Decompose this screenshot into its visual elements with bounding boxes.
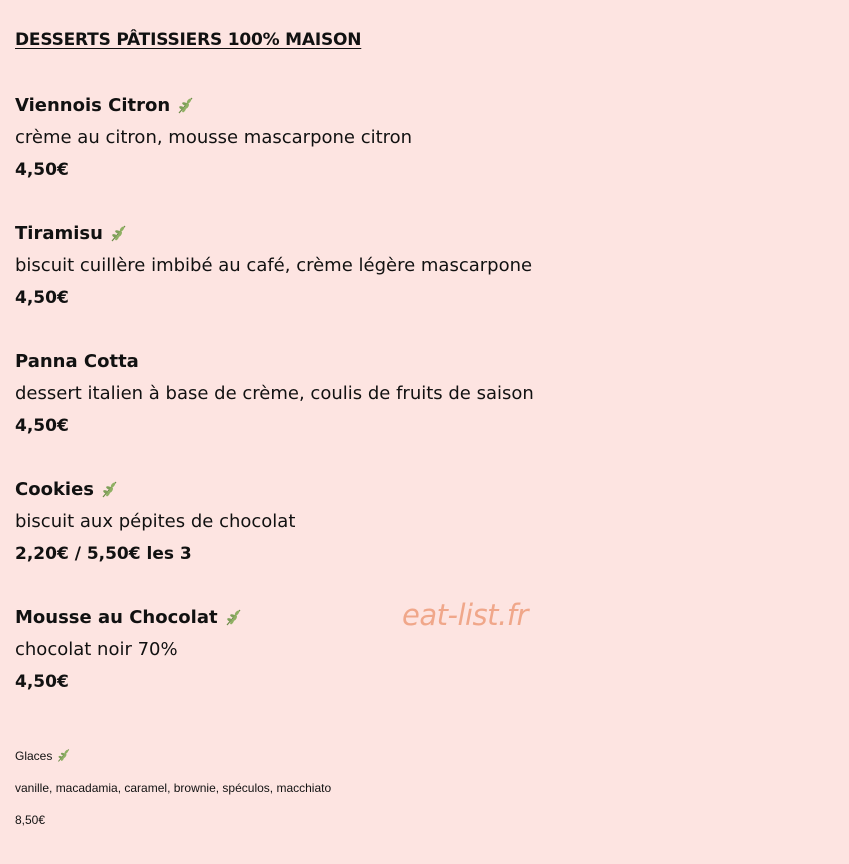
item-price: 4,50€ xyxy=(15,160,69,180)
menu-item xyxy=(15,218,835,346)
item-price: 2,20€ / 5,50€ les 3 xyxy=(15,544,192,564)
leaf-icon xyxy=(224,607,244,627)
item-price: 4,50€ xyxy=(15,416,69,436)
dessert-menu xyxy=(15,26,835,836)
leaf-icon xyxy=(176,95,196,115)
item-description: biscuit aux pépites de chocolat xyxy=(15,511,296,532)
glaces-item xyxy=(15,740,835,836)
leaf-icon xyxy=(100,479,120,499)
leaf-icon xyxy=(56,747,72,763)
leaf-icon xyxy=(109,223,129,243)
watermark: eat-list.fr xyxy=(402,598,528,632)
item-price: 4,50€ xyxy=(15,288,69,308)
glaces-price: 8,50€ xyxy=(15,813,46,827)
item-name: Mousse au Chocolat xyxy=(15,607,218,628)
menu-item xyxy=(15,90,835,218)
item-price: 4,50€ xyxy=(15,672,69,692)
glaces-description: vanille, macadamia, caramel, brownie, spéculos, macchiato xyxy=(15,781,332,795)
item-name: Panna Cotta xyxy=(15,351,139,372)
item-description: biscuit cuillère imbibé au café, crème légère mascarpone xyxy=(15,255,533,276)
menu-heading: DESSERTS PÂTISSIERS 100% MAISON xyxy=(15,30,362,50)
item-description: crème au citron, mousse mascarpone citron xyxy=(15,127,413,148)
glaces-name: Glaces xyxy=(15,749,53,763)
item-name: Tiramisu xyxy=(15,223,103,244)
menu-item xyxy=(15,346,835,474)
item-description: dessert italien à base de crème, coulis de fruits de saison xyxy=(15,383,534,404)
item-name: Viennois Citron xyxy=(15,95,171,116)
item-description: chocolat noir 70% xyxy=(15,639,178,660)
menu-item xyxy=(15,474,835,602)
item-name: Cookies xyxy=(15,479,95,500)
